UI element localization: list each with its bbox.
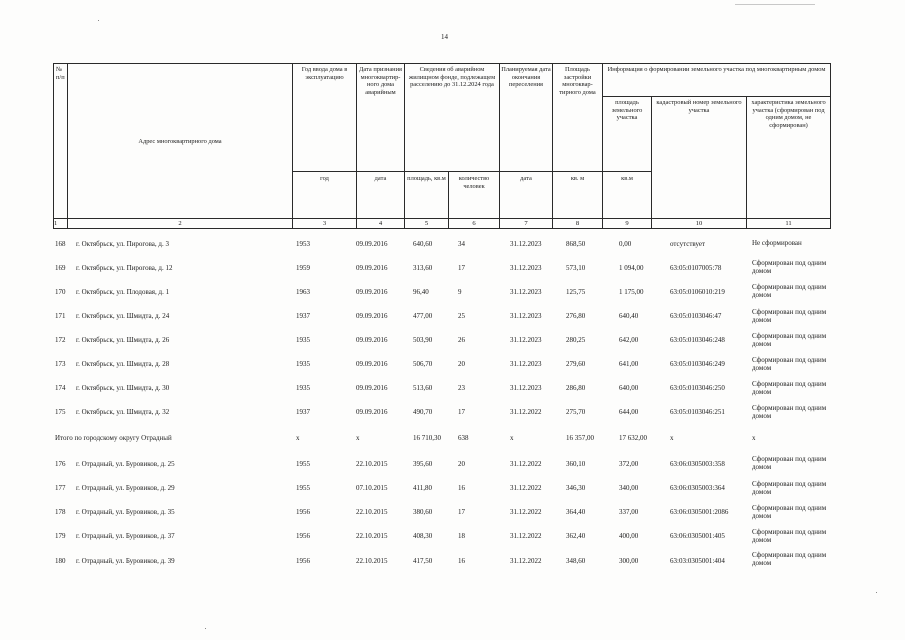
row-cadastral: отсутствует xyxy=(670,240,706,248)
row-status: Сформирован под одним домом xyxy=(752,528,827,544)
row-end-date: 31.12.2022 xyxy=(510,508,542,516)
unit-sqm2: кв.м xyxy=(603,172,652,219)
row-build-area: 286,80 xyxy=(566,384,586,392)
scan-artifact xyxy=(205,628,206,629)
table-row xyxy=(0,455,905,478)
table-row xyxy=(0,240,905,260)
row-number: 176 xyxy=(55,460,66,468)
row-date: 09.09.2016 xyxy=(356,336,388,344)
row-build-area: 364,40 xyxy=(566,508,586,516)
row-year: 1953 xyxy=(296,240,310,248)
row-date: 09.09.2016 xyxy=(356,264,388,272)
row-cadastral: 63:05:0106010:219 xyxy=(670,288,725,296)
row-area: 313,60 xyxy=(413,264,433,272)
row-cadastral: 63:06:0305003:358 xyxy=(670,460,725,468)
column-number: 2 xyxy=(68,219,293,229)
header-emergency-fund: Сведения об аварийном жилищном фонде, подлежащем расселению до 31.12.2024 года xyxy=(405,64,500,172)
row-year: 1956 xyxy=(296,508,310,516)
unit-date2: дата xyxy=(500,172,553,219)
row-number: 168 xyxy=(55,240,66,248)
row-address: г. Отрадный, ул. Буровиков, д. 29 xyxy=(76,484,175,492)
header-cadastral: кадастровый номер земельного участка xyxy=(652,97,747,219)
row-area: 503,90 xyxy=(413,336,433,344)
column-number: 3 xyxy=(293,219,357,229)
row-people: 34 xyxy=(458,240,465,248)
row-status: Сформирован под одним домом xyxy=(752,308,827,324)
row-land-area: 400,00 xyxy=(619,532,639,540)
unit-area: площадь, кв.м xyxy=(405,172,449,219)
row-end-date: 31.12.2023 xyxy=(510,264,542,272)
row-people: 16 xyxy=(458,484,465,492)
row-end-date: 31.12.2023 xyxy=(510,240,542,248)
row-date: 22.10.2015 xyxy=(356,508,388,516)
header-land-character: характеристика земельного участка (сформирован под одним домом, не сформирован) xyxy=(747,97,831,219)
row-date: 09.09.2016 xyxy=(356,240,388,248)
row-end-date: 31.12.2023 xyxy=(510,312,542,320)
row-status: Не сформирован xyxy=(752,239,802,247)
row-area: 490,70 xyxy=(413,408,433,416)
header-year-built: Год ввода дома в эксплуатацию xyxy=(293,64,357,172)
row-land-area: 372,00 xyxy=(619,460,639,468)
row-year: 1935 xyxy=(296,360,310,368)
row-status: Сформирован под одним домом xyxy=(752,504,827,520)
subtotal-people: 638 xyxy=(458,434,469,442)
row-year: 1959 xyxy=(296,264,310,272)
row-status: Сформирован под одним домом xyxy=(752,404,827,420)
row-number: 180 xyxy=(55,557,66,565)
row-build-area: 276,80 xyxy=(566,312,586,320)
row-build-area: 348,60 xyxy=(566,557,586,565)
header-recognition-date: Дата признания многоквартир- ного дома аварийным xyxy=(357,64,405,172)
row-end-date: 31.12.2022 xyxy=(510,532,542,540)
row-date: 09.09.2016 xyxy=(356,312,388,320)
row-people: 25 xyxy=(458,312,465,320)
row-build-area: 362,40 xyxy=(566,532,586,540)
table-row xyxy=(0,506,905,526)
row-address: г. Отрадный, ул. Буровиков, д. 39 xyxy=(76,557,175,565)
row-address: г. Октябрьск, ул. Шмидта, д. 28 xyxy=(76,360,170,368)
table-row xyxy=(0,551,905,574)
unit-people: количество человек xyxy=(449,172,500,219)
row-year: 1937 xyxy=(296,312,310,320)
row-end-date: 31.12.2023 xyxy=(510,360,542,368)
row-end-date: 31.12.2022 xyxy=(510,460,542,468)
header-address: Адрес многоквартирного дома xyxy=(68,64,293,219)
subtotal-status: x xyxy=(752,434,756,442)
row-date: 09.09.2016 xyxy=(356,384,388,392)
row-address: г. Отрадный, ул. Буровиков, д. 37 xyxy=(76,532,175,540)
row-build-area: 275,70 xyxy=(566,408,586,416)
subtotal-build-area: 16 357,00 xyxy=(566,434,594,442)
row-date: 09.09.2016 xyxy=(356,360,388,368)
header-number: № п/п xyxy=(54,64,68,219)
row-build-area: 346,30 xyxy=(566,484,586,492)
row-land-area: 642,00 xyxy=(619,336,639,344)
row-year: 1935 xyxy=(296,336,310,344)
row-people: 18 xyxy=(458,532,465,540)
row-area: 395,60 xyxy=(413,460,433,468)
table-row xyxy=(0,530,905,550)
column-number: 8 xyxy=(553,219,603,229)
row-end-date: 31.12.2023 xyxy=(510,336,542,344)
row-year: 1937 xyxy=(296,408,310,416)
row-land-area: 300,00 xyxy=(619,557,639,565)
row-address: г. Октябрьск, ул. Шмидта, д. 24 xyxy=(76,312,170,320)
column-number: 9 xyxy=(603,219,652,229)
row-address: г. Октябрьск, ул. Шмидта, д. 26 xyxy=(76,336,170,344)
column-number: 7 xyxy=(500,219,553,229)
row-people: 23 xyxy=(458,384,465,392)
table-row xyxy=(0,406,905,426)
row-year: 1955 xyxy=(296,484,310,492)
row-land-area: 1 094,00 xyxy=(619,264,644,272)
row-status: Сформирован под одним домом xyxy=(752,551,827,567)
page-number: 14 xyxy=(441,33,448,41)
row-cadastral: 63:06:0305001:2086 xyxy=(670,508,729,516)
row-status: Сформирован под одним домом xyxy=(752,332,827,348)
row-year: 1955 xyxy=(296,460,310,468)
row-people: 17 xyxy=(458,264,465,272)
table-row xyxy=(0,358,905,378)
table-row xyxy=(0,283,905,306)
row-land-area: 640,40 xyxy=(619,312,639,320)
column-number: 10 xyxy=(652,219,747,229)
row-number: 172 xyxy=(55,336,66,344)
row-area: 513,60 xyxy=(413,384,433,392)
row-cadastral: 63:06:0305003:364 xyxy=(670,484,725,492)
row-area: 380,60 xyxy=(413,508,433,516)
table-row xyxy=(0,382,905,402)
row-date: 09.09.2016 xyxy=(356,288,388,296)
column-number: 1 xyxy=(54,219,68,229)
column-number: 4 xyxy=(357,219,405,229)
table-row xyxy=(0,482,905,502)
row-people: 20 xyxy=(458,460,465,468)
row-year: 1956 xyxy=(296,557,310,565)
row-build-area: 125,75 xyxy=(566,288,586,296)
row-area: 411,80 xyxy=(413,484,432,492)
row-build-area: 360,10 xyxy=(566,460,586,468)
row-number: 175 xyxy=(55,408,66,416)
row-status: Сформирован под одним домом xyxy=(752,480,827,496)
row-number: 173 xyxy=(55,360,66,368)
row-area: 477,00 xyxy=(413,312,433,320)
row-land-area: 340,00 xyxy=(619,484,639,492)
unit-date: дата xyxy=(357,172,405,219)
row-address: г. Отрадный, ул. Буровиков, д. 35 xyxy=(76,508,175,516)
scan-artifact xyxy=(876,592,877,593)
row-people: 16 xyxy=(458,557,465,565)
subtotal-date: x xyxy=(356,434,360,442)
row-cadastral: 63:05:0103046:251 xyxy=(670,408,725,416)
row-area: 506,70 xyxy=(413,360,433,368)
row-status: Сформирован под одним домом xyxy=(752,283,827,299)
row-status: Сформирован под одним домом xyxy=(752,356,827,372)
row-land-area: 1 175,00 xyxy=(619,288,644,296)
row-status: Сформирован под одним домом xyxy=(752,455,827,471)
row-cadastral: 63:03:0305001:404 xyxy=(670,557,725,565)
row-area: 96,40 xyxy=(413,288,429,296)
row-end-date: 31.12.2023 xyxy=(510,384,542,392)
table-row xyxy=(0,310,905,330)
row-end-date: 31.12.2022 xyxy=(510,408,542,416)
row-address: г. Октябрьск, ул. Пирогова, д. 12 xyxy=(76,264,173,272)
row-people: 17 xyxy=(458,408,465,416)
row-status: Сформирован под одним домом xyxy=(752,259,827,275)
row-year: 1963 xyxy=(296,288,310,296)
table-row xyxy=(0,334,905,354)
row-date: 09.09.2016 xyxy=(356,408,388,416)
row-people: 20 xyxy=(458,360,465,368)
row-address: г. Октябрьск, ул. Шмидта, д. 30 xyxy=(76,384,170,392)
subtotal-land-area: 17 632,00 xyxy=(619,434,647,442)
row-address: г. Отрадный, ул. Буровиков, д. 25 xyxy=(76,460,175,468)
row-end-date: 31.12.2022 xyxy=(510,484,542,492)
row-people: 26 xyxy=(458,336,465,344)
subtotal-area: 16 710,30 xyxy=(413,434,441,442)
row-address: г. Октябрьск, ул. Пирогова, д. 3 xyxy=(76,240,169,248)
subtotal-cadastral: x xyxy=(670,434,674,442)
subtotal-end: x xyxy=(510,434,514,442)
column-number: 5 xyxy=(405,219,449,229)
row-people: 17 xyxy=(458,508,465,516)
row-build-area: 279,60 xyxy=(566,360,586,368)
row-number: 174 xyxy=(55,384,66,392)
subtotal-row xyxy=(0,434,905,454)
row-address: г. Октябрьск, ул. Плодовая, д. 1 xyxy=(76,288,170,296)
column-number: 6 xyxy=(449,219,500,229)
row-land-area: 641,00 xyxy=(619,360,639,368)
row-end-date: 31.12.2023 xyxy=(510,288,542,296)
row-land-area: 337,00 xyxy=(619,508,639,516)
row-cadastral: 63:05:0103046:47 xyxy=(670,312,722,320)
row-number: 171 xyxy=(55,312,66,320)
row-cadastral: 63:05:0103046:250 xyxy=(670,384,725,392)
row-date: 07.10.2015 xyxy=(356,484,388,492)
row-end-date: 31.12.2022 xyxy=(510,557,542,565)
row-area: 408,30 xyxy=(413,532,433,540)
row-cadastral: 63:06:0305001:405 xyxy=(670,532,725,540)
row-status: Сформирован под одним домом xyxy=(752,380,827,396)
row-land-area: 0,00 xyxy=(619,240,632,248)
row-cadastral: 63:05:0107005:78 xyxy=(670,264,722,272)
row-address: г. Октябрьск, ул. Шмидта, д. 32 xyxy=(76,408,170,416)
row-area: 417,50 xyxy=(413,557,433,565)
row-date: 22.10.2015 xyxy=(356,532,388,540)
row-build-area: 573,10 xyxy=(566,264,586,272)
row-land-area: 644,00 xyxy=(619,408,639,416)
row-area: 640,60 xyxy=(413,240,433,248)
row-number: 177 xyxy=(55,484,66,492)
row-land-area: 640,00 xyxy=(619,384,639,392)
scan-artifact xyxy=(98,20,99,21)
row-build-area: 868,50 xyxy=(566,240,586,248)
unit-year: год xyxy=(293,172,357,219)
row-cadastral: 63:05:0103046:248 xyxy=(670,336,725,344)
scan-artifact xyxy=(735,4,815,5)
header-building-area: Площадь застройки многоквар- тирного дома xyxy=(553,64,603,172)
row-year: 1956 xyxy=(296,532,310,540)
header-land-area: площадь земельного участка xyxy=(603,97,652,172)
table-header xyxy=(53,63,831,229)
row-number: 179 xyxy=(55,532,66,540)
unit-sqm: кв. м xyxy=(553,172,603,219)
row-build-area: 280,25 xyxy=(566,336,586,344)
subtotal-label: Итого по городскому округу Отрадный xyxy=(55,434,172,442)
row-number: 178 xyxy=(55,508,66,516)
column-number: 11 xyxy=(747,219,831,229)
subtotal-year: x xyxy=(296,434,300,442)
row-number: 169 xyxy=(55,264,66,272)
header-planned-end: Планируемая дата окончания переселения xyxy=(500,64,553,172)
table-row xyxy=(0,259,905,282)
row-people: 9 xyxy=(458,288,462,296)
row-date: 22.10.2015 xyxy=(356,557,388,565)
row-number: 170 xyxy=(55,288,66,296)
row-year: 1935 xyxy=(296,384,310,392)
row-cadastral: 63:05:0103046:249 xyxy=(670,360,725,368)
header-land-info: Информация о формировании земельного участка под многоквартирным домом xyxy=(603,64,831,97)
row-date: 22.10.2015 xyxy=(356,460,388,468)
